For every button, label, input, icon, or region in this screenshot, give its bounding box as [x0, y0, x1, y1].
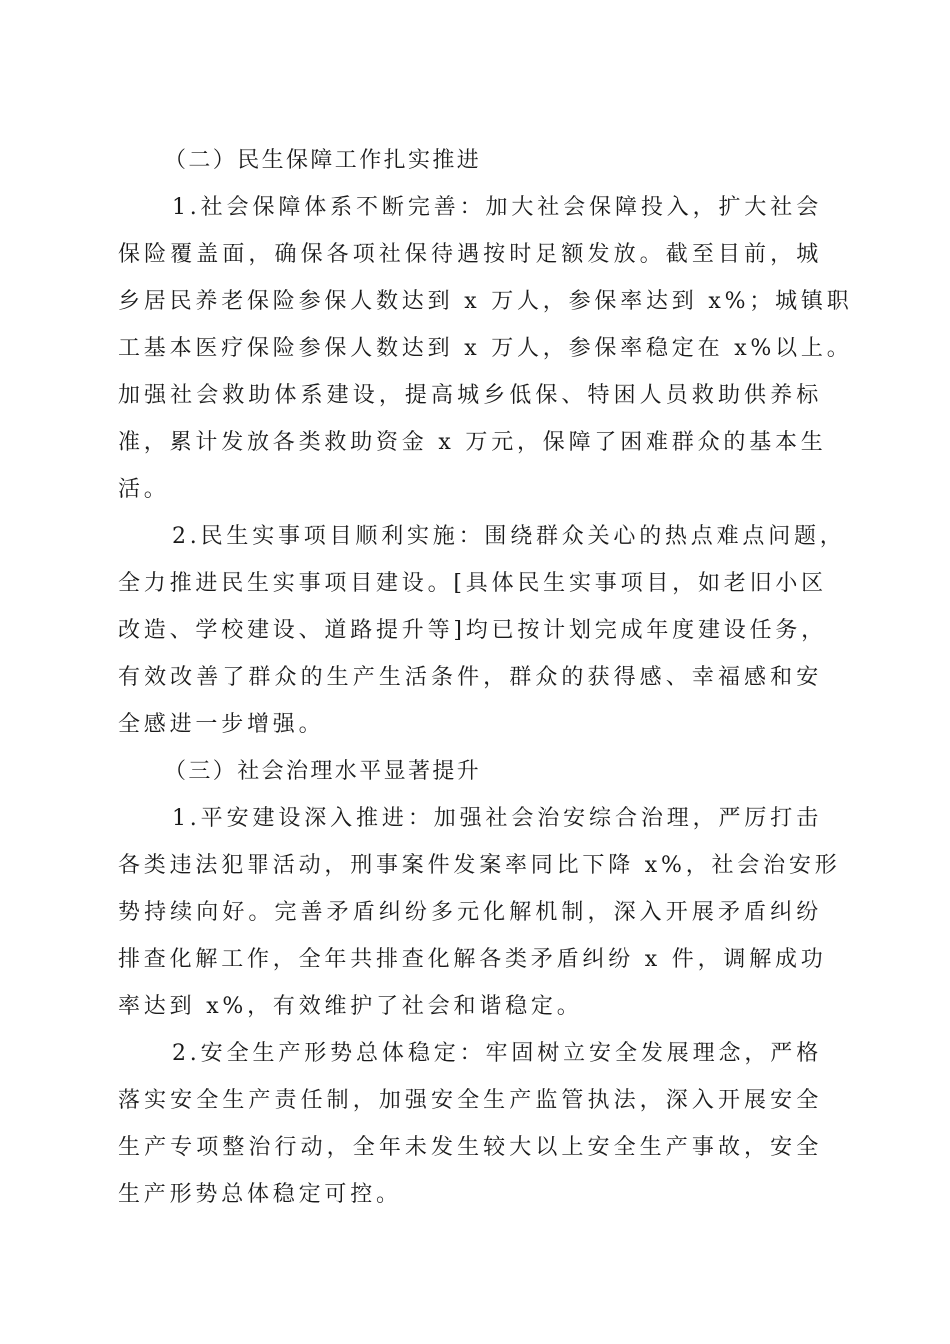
- paragraph-line: 各类违法犯罪活动，刑事案件发案率同比下降 x%，社会治安形: [118, 853, 841, 878]
- paragraph-line: 准，累计发放各类救助资金 x 万元，保障了困难群众的基本生: [118, 430, 827, 455]
- paragraph-line: 1.社会保障体系不断完善：加大社会保障投入，扩大社会: [172, 195, 822, 220]
- paragraph-line: 1.平安建设深入推进：加强社会治安综合治理，严厉打击: [172, 806, 822, 831]
- paragraph-social-security: [118, 184, 853, 513]
- section-heading-3: （三）社会治理水平显著提升: [164, 759, 482, 784]
- paragraph-line: 排查化解工作，全年共排查化解各类矛盾纠纷 x 件，调解成功: [118, 947, 827, 972]
- paragraph-line: 2.民生实事项目顺利实施：围绕群众关心的热点难点问题，: [172, 524, 846, 549]
- paragraph-line: 有效改善了群众的生产生活条件，群众的获得感、幸福感和安: [118, 665, 822, 690]
- paragraph-line: 2.安全生产形势总体稳定：牢固树立安全发展理念，严格: [172, 1041, 822, 1066]
- paragraph-livelihood-projects: [118, 513, 846, 748]
- paragraph-line: 落实安全生产责任制，加强安全生产监管执法，深入开展安全: [118, 1088, 822, 1113]
- paragraph-line: 乡居民养老保险参保人数达到 x 万人，参保率达到 x%；城镇职: [118, 289, 853, 314]
- paragraph-line: 加强社会救助体系建设，提高城乡低保、特困人员救助供养标: [118, 383, 822, 408]
- document-page: [118, 137, 853, 1218]
- paragraph-line: 生产专项整治行动，全年未发生较大以上安全生产事故，安全: [118, 1135, 822, 1160]
- paragraph-line: 率达到 x%，有效维护了社会和谐稳定。: [118, 994, 583, 1019]
- paragraph-line: 全力推进民生实事项目建设。[具体民生实事项目，如老旧小区: [118, 571, 827, 596]
- paragraph-line: 改造、学校建设、道路提升等]均已按计划完成年度建设任务，: [118, 618, 827, 643]
- paragraph-line: 全感进一步增强。: [118, 712, 325, 737]
- paragraph-line: 活。: [118, 477, 170, 502]
- paragraph-line: 生产形势总体稳定可控。: [118, 1182, 402, 1207]
- paragraph-line: 势持续向好。完善矛盾纠纷多元化解机制，深入开展矛盾纠纷: [118, 900, 822, 925]
- section-heading-2: （二）民生保障工作扎实推进: [164, 148, 482, 173]
- paragraph-public-safety: [118, 795, 841, 1030]
- paragraph-line: 保险覆盖面，确保各项社保待遇按时足额发放。截至目前，城: [118, 242, 822, 267]
- paragraph-line: 工基本医疗保险参保人数达到 x 万人，参保率稳定在 x%以上。: [118, 336, 853, 361]
- paragraph-work-safety: [118, 1030, 822, 1218]
